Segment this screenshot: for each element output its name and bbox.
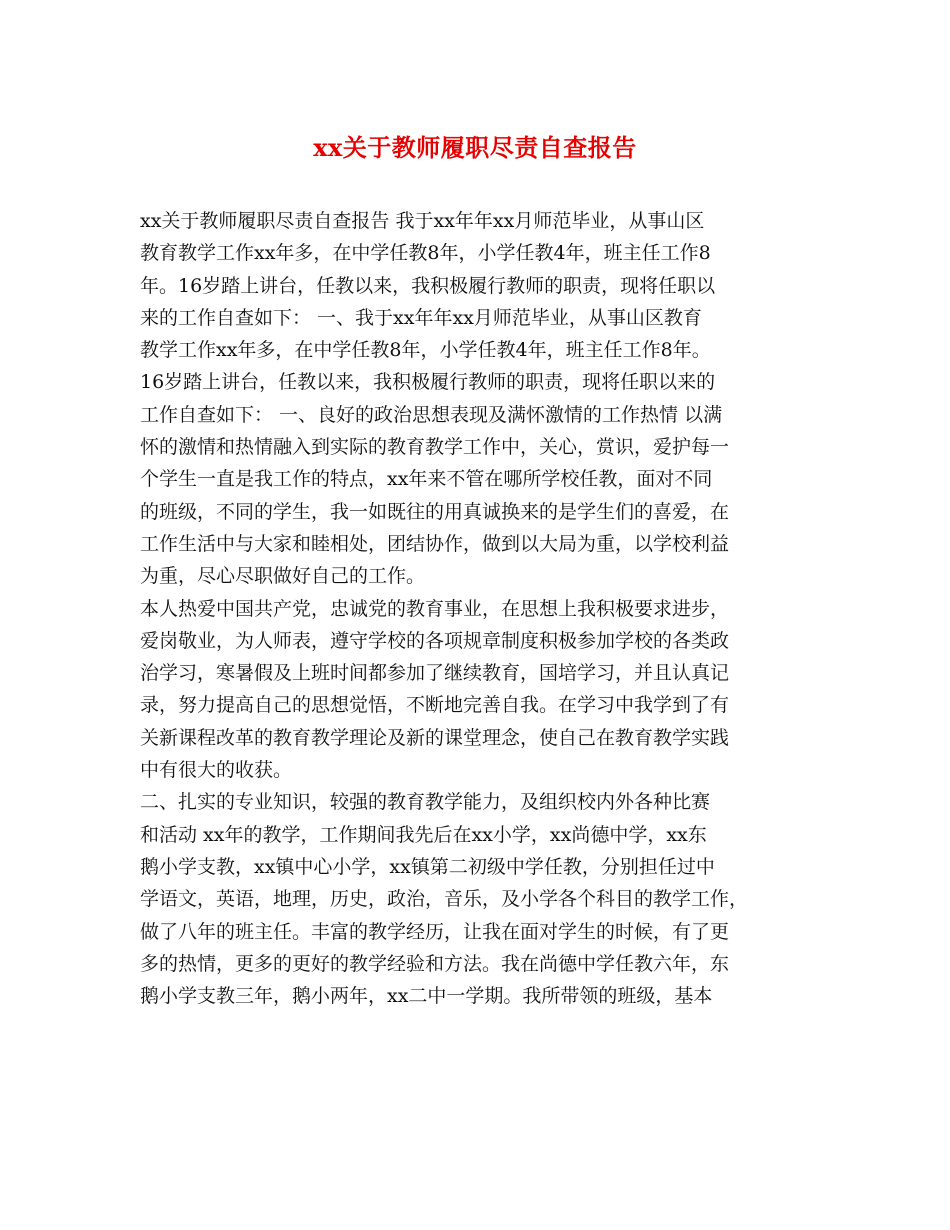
body-text-line: 做了八年的班主任。丰富的教学经历，让我在面对学生的时候，有了更 [140, 920, 730, 943]
body-text-line: 治学习，寒暑假及上班时间都参加了继续教育，国培学习，并且认真记 [140, 662, 730, 685]
body-text-line: 为重，尽心尽职做好自己的工作。 [140, 565, 426, 588]
body-text-line: 年。16岁踏上讲台，任教以来，我积极履行教师的职责，现将任职以 [140, 274, 716, 297]
body-text-line: 16岁踏上讲台，任教以来，我积极履行教师的职责，现将任职以来的 [140, 371, 716, 394]
body-text-line: 关新课程改革的教育教学理论及新的课堂理念，使自己在教育教学实践 [140, 726, 730, 749]
body-text-line: 教育教学工作xx年多，在中学任教8年，小学任教4年，班主任工作8 [140, 242, 711, 265]
body-text-line: 怀的激情和热情融入到实际的教育教学工作中，关心，赏识，爱护每一 [140, 436, 730, 459]
body-text-line: 鹅小学支教三年，鹅小两年，xx二中一学期。我所带领的班级，基本 [140, 985, 713, 1008]
body-text-line: 工作生活中与大家和睦相处，团结协作，做到以大局为重，以学校利益 [140, 532, 730, 555]
body-text-line: 本人热爱中国共产党，忠诚党的教育事业，在思想上我积极要求进步， [140, 597, 730, 620]
body-text-line: 二、扎实的专业知识，较强的教育教学能力，及组织校内外各种比赛 [140, 791, 711, 814]
body-text-line: 的班级，不同的学生，我一如既往的用真诚换来的是学生们的喜爱，在 [140, 500, 730, 523]
body-text-line: 学语文，英语，地理，历史，政治，音乐，及小学各个科目的教学工作， [140, 888, 749, 911]
body-text-line: 中有很大的收获。 [140, 759, 293, 782]
body-text-line: 多的热情，更多的更好的教学经验和方法。我在尚德中学任教六年，东 [140, 952, 730, 975]
body-text-line: 爱岗敬业，为人师表，遵守学校的各项规章制度积极参加学校的各类政 [140, 629, 730, 652]
body-text-line: 来的工作自查如下： 一、我于xx年年xx月师范毕业，从事山区教育 [140, 306, 702, 329]
body-text-line: 个学生一直是我工作的特点，xx年来不管在哪所学校任教，面对不同 [140, 468, 713, 491]
body-text-line: 工作自查如下： 一、良好的政治思想表现及满怀激情的工作热情 以满 [140, 403, 723, 426]
document-body [140, 205, 830, 1012]
body-text-line: 教学工作xx年多，在中学任教8年，小学任教4年，班主任工作8年。 [140, 339, 711, 362]
document-title: xx关于教师履职尽责自查报告 [313, 133, 637, 162]
body-text-line: 录，努力提高自己的思想觉悟，不断地完善自我。在学习中我学到了有 [140, 694, 730, 717]
body-text-line: 和活动 xx年的教学，工作期间我先后在xx小学，xx尚德中学，xx东 [140, 823, 707, 846]
body-text-line: xx关于教师履职尽责自查报告 我于xx年年xx月师范毕业，从事山区 [140, 210, 705, 232]
body-text-line: 鹅小学支教，xx镇中心小学，xx镇第二初级中学任教，分别担任过中 [140, 855, 715, 878]
